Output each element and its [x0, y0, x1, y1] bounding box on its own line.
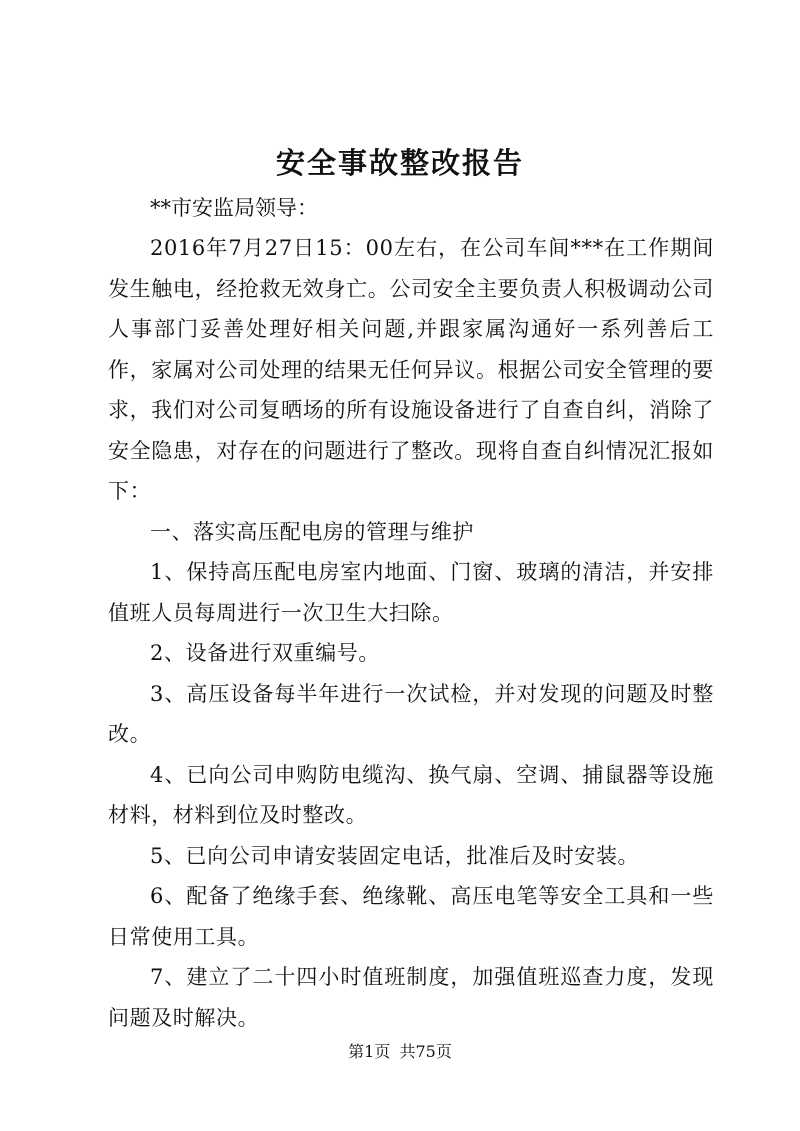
list-item: 1、保持高压配电房室内地面、门窗、玻璃的清洁，并安排值班人员每周进行一次卫生大扫除。: [108, 560, 714, 625]
salutation: **市安监局领导：: [150, 196, 318, 220]
paragraph-intro: 2016年7月27日15：00左右，在公司车间***在工作期间发生触电，经抢救无效身亡。公司安全主要负责人积极调动公司人事部门妥善处理好相关问题,并跟家属沟通好一系列善后工作，家属对公司处理的结果无任何异议。根据公司安全管理的要求，我们对公司复晒场的所有设施设备进行了自查自纠，消除了安全隐患，对存在的问题进行了整改。现将自查自纠情况汇报如下：: [108, 236, 714, 503]
list-item: 7、建立了二十四小时值班制度，加强值班巡查力度，发现问题及时解决。: [108, 965, 714, 1030]
page-footer: [0, 1042, 800, 1062]
section-heading: 一、落实高压配电房的管理与维护: [150, 519, 474, 544]
list-item: 2、设备进行双重编号。: [150, 641, 380, 665]
document-title: 安全事故整改报告: [275, 146, 524, 180]
page-total: 共75页: [399, 1042, 452, 1061]
list-item: 4、已向公司申购防电缆沟、换气扇、空调、捕鼠器等设施材料，材料到位及时整改。: [108, 762, 714, 827]
page-number: 第1页: [348, 1042, 391, 1061]
list-item: 6、配备了绝缘手套、绝缘靴、高压电笔等安全工具和一些日常使用工具。: [108, 884, 714, 949]
list-item: 3、高压设备每半年进行一次试检，并对发现的问题及时整改。: [108, 681, 714, 746]
list-item: 5、已向公司申请安装固定电话，批准后及时安装。: [150, 843, 640, 868]
document-body: [108, 190, 714, 1038]
